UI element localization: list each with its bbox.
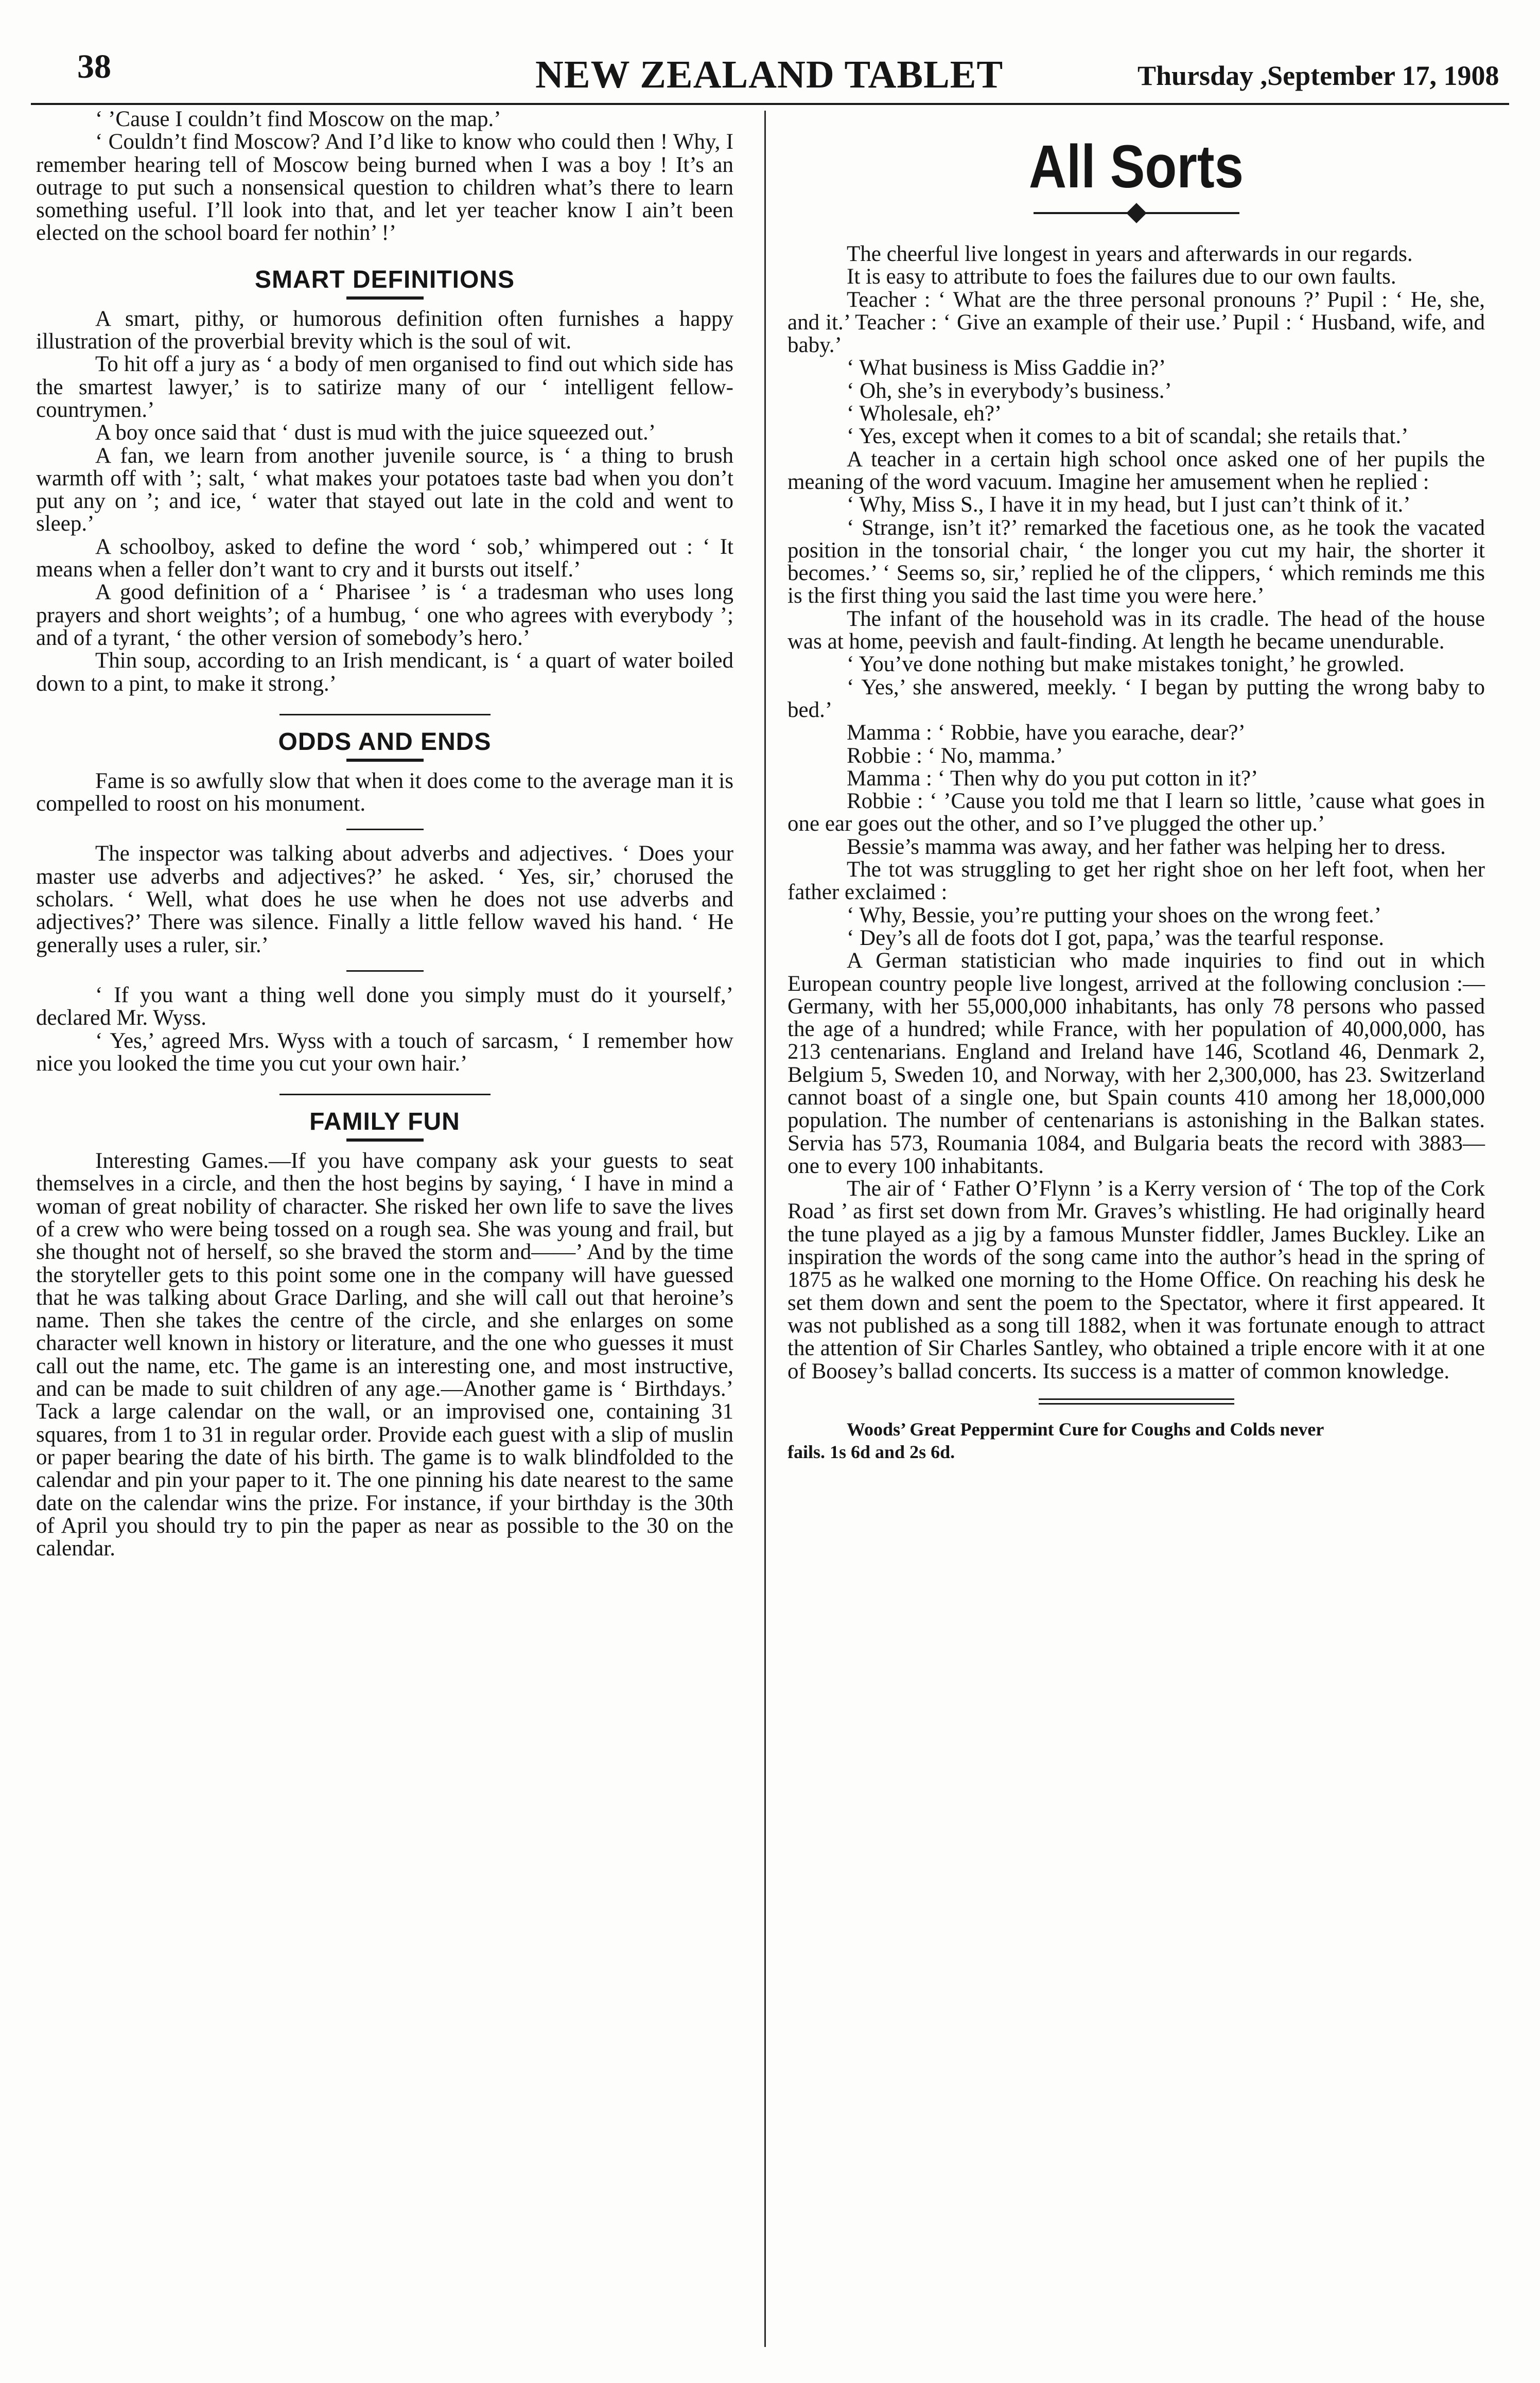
article-paragraph: Mamma : ‘ Robbie, have you earache, dear?’ [847, 721, 1246, 745]
article-paragraph: To hit off a jury as ‘ a body of men organised to find out which side has the smartest lawyer,’ is to satirize many of our ‘ intelligent fellow-countrymen.’ [36, 352, 733, 422]
ornamental-rule [1034, 204, 1239, 222]
item-divider [346, 970, 424, 972]
advertisement-divider [1039, 1398, 1234, 1405]
publication-title: NEW ZEALAND TABLET [535, 53, 1004, 96]
left-column [36, 108, 733, 1560]
article-paragraph: A teacher in a certain high school once asked one of her pupils the meaning of the word vacuum. Imagine her amusement when he replied : [787, 447, 1485, 494]
issue-date: Thursday ,September 17, 1908 [1137, 60, 1499, 91]
article-paragraph: The tot was struggling to get her right shoe on her left foot, when her father exclaimed : [787, 857, 1485, 905]
advertisement-line: Woods’ Great Peppermint Cure for Coughs and Colds never [847, 1418, 1324, 1440]
article-paragraph: ‘ Strange, isn’t it?’ remarked the facetious one, as he took the vacated position in the tonsorial chair, ‘ the longer you cut my hair, the shorter it becomes.’ ‘ Seems so, sir,’ replied he of the clippers, ‘ which reminds me this is the first thing you said the last time you were here.’ [787, 515, 1485, 608]
article-paragraph: Robbie : ‘ ’Cause you told me that I learn so little, ’cause what goes in one ear goes out the other, and so I’ve plugged the other up.’ [787, 789, 1485, 836]
advertisement-line: fails. 1s 6d and 2s 6d. [787, 1441, 955, 1462]
diamond-ornament-icon [1126, 203, 1147, 223]
opening-paragraph: ‘ ’Cause I couldn’t find Moscow on the map.’ [95, 107, 501, 131]
article-paragraph: A smart, pithy, or humorous definition often furnishes a happy illustration of the proverbial brevity which is the soul of wit. [36, 306, 733, 354]
section-heading-smart-definitions: SMART DEFINITIONS [255, 266, 515, 293]
section-heading-all-sorts: All Sorts [1028, 133, 1244, 201]
section-divider [279, 1094, 491, 1095]
article-paragraph: ‘ Yes, except when it comes to a bit of scandal; she retails that.’ [847, 424, 1409, 449]
advertisement [787, 1418, 1485, 1463]
article-paragraph: Fame is so awfully slow that when it does come to the average man it is compelled to roost on his monument. [36, 768, 733, 816]
opening-paragraph: ‘ Couldn’t find Moscow? And I’d like to know who could then ! Why, I remember hearing tell of Moscow being burned when I was a boy ! It’s an outrage to put such a nonsensical question to children what’s there to learn something useful. I’ll look into that, and let yer teacher know I ain’t been elected on the school board fer nothin’ !’ [36, 130, 733, 246]
article-paragraph: ‘ You’ve done nothing but make mistakes tonight,’ he growled. [847, 652, 1405, 677]
section-heading-odds-and-ends: ODDS AND ENDS [278, 728, 492, 756]
item-divider [346, 829, 424, 830]
section-divider [279, 714, 491, 715]
article-paragraph: ‘ Why, Bessie, you’re putting your shoes on the wrong feet.’ [847, 903, 1381, 927]
article-paragraph: ‘ Dey’s all de foots dot I got, papa,’ was the tearful response. [847, 925, 1385, 950]
article-paragraph: ‘ If you want a thing well done you simply must do it yourself,’ declared Mr. Wyss. [36, 983, 733, 1030]
article-paragraph: ‘ Wholesale, eh?’ [847, 401, 1002, 426]
article-paragraph: Interesting Games.—If you have company ask your guests to seat themselves in a circle, and then the host begins by saying, ‘ I have in mind a woman of great nobility of character. She risked her own life to save the lives of a crew who were being tossed on a rough sea. She was young and frail, but she thought not of herself, so she braved the storm and——’ And by the time the storyteller gets to this point some one in the company will have guessed that he was talking about Grace Darling, and she will call out that heroine’s name. Then she takes the centre of the circle, and she enlarges on some character well known in history or literature, and the one who guesses it must call out the name, etc. The game is an interesting one, and most instructive, and can be made to suit children of any age.—Another game is ‘ Birthdays.’ Tack a large calendar on the wall, or an improvised one, containing 31 squares, from 1 to 31 in regular order. Provide each guest with a slip of muslin or paper bearing the date of his birth. The game is to walk blindfolded to the calendar and pin your paper to it. The one pinning his date nearest to the same date on the calendar wins the prize. For instance, if your birthday is the 30th of April you should try to pin the paper as near as possible to the 30 on the calendar. [36, 1149, 733, 1561]
article-paragraph: The infant of the household was in its cradle. The head of the house was at home, peevish and fault-finding. At length he became unendurable. [787, 606, 1485, 654]
article-paragraph: Teacher : ‘ What are the three personal pronouns ?’ Pupil : ‘ He, she, and it.’ Teacher : ‘ Give an example of their use.’ Pupil : ‘ Husband, wife, and baby.’ [787, 287, 1485, 358]
article-paragraph: The cheerful live longest in years and afterwards in our regards. [847, 242, 1413, 266]
right-column [787, 108, 1485, 1463]
article-paragraph: ‘ Oh, she’s in everybody’s business.’ [847, 378, 1172, 403]
article-paragraph: The inspector was talking about adverbs and adjectives. ‘ Does your master use adverbs and adjectives?’ he asked. ‘ Yes, sir,’ chorused the scholars. ‘ Well, what does he use when he does not use adverbs and adjectives?’ There was silence. Finally a little fellow waved his hand. ‘ He generally uses a ruler, sir.’ [36, 842, 733, 957]
article-paragraph: Mamma : ‘ Then why do you put cotton in it?’ [847, 766, 1258, 791]
heading-rule [346, 296, 424, 300]
article-paragraph: The air of ‘ Father O’Flynn ’ is a Kerry version of ‘ The top of the Cork Road ’ as first set down from Mr. Graves’s whistling. He had originally heard the tune played as a jig by a famous Munster fiddler, James Buckley. Like an inspiration the words of the song came into the author’s head in the spring of 1875 as he walked one morning to the Home Office. On reaching his desk he set them down and sent the poem to the Spectator, where it first appeared. It was not published as a song till 1882, when it was fortunate enough to attract the attention of Sir Charles Santley, who obtained a triple encore with it at one of Boosey’s ballad concerts. Its success is a matter of common knowledge. [787, 1177, 1485, 1383]
section-heading-family-fun: FAMILY FUN [309, 1108, 460, 1136]
article-paragraph: It is easy to attribute to foes the failures due to our own faults. [847, 265, 1396, 289]
article-paragraph: Thin soup, according to an Irish mendicant, is ‘ a quart of water boiled down to a pint, to make it strong.’ [36, 649, 733, 696]
page-number: 38 [77, 48, 111, 85]
article-paragraph: ‘ Yes,’ agreed Mrs. Wyss with a touch of sarcasm, ‘ I remember how nice you looked the time you cut your own hair.’ [36, 1028, 733, 1076]
article-paragraph: A schoolboy, asked to define the word ‘ sob,’ whimpered out : ‘ It means when a feller don’t want to cry and it bursts out itself.’ [36, 534, 733, 582]
article-paragraph: A fan, we learn from another juvenile source, is ‘ a thing to brush warmth off with ’; salt, ‘ what makes your potatoes taste bad when you don’t put any on ’; and ice, ‘ water that stayed out late in the cold and went to sleep.’ [36, 443, 733, 536]
article-paragraph: A good definition of a ‘ Pharisee ’ is ‘ a tradesman who uses long prayers and short weights’; of a humbug, ‘ one who agrees with everybody ’; and of a tyrant, ‘ the other version of somebody’s hero.’ [36, 580, 733, 650]
heading-rule [346, 1138, 424, 1142]
page-header [31, 31, 1509, 105]
article-paragraph: A boy once said that ‘ dust is mud with the juice squeezed out.’ [95, 420, 656, 445]
article-paragraph: ‘ Why, Miss S., I have it in my head, but I just can’t think of it.’ [847, 493, 1411, 517]
article-paragraph: ‘ Yes,’ she answered, meekly. ‘ I began by putting the wrong baby to bed.’ [787, 675, 1485, 722]
heading-rule [346, 759, 424, 762]
article-paragraph: A German statistician who made inquiries to find out in which European country people live longest, arrived at the following conclusion :—Germany, with her 55,000,000 inhabitants, has only 78 persons who passed the age of a hundred; while France, with her population of 40,000,000, has 213 centenarians. England and Ireland have 146, Scotland 46, Denmark 2, Belgium 5, Sweden 10, and Norway, with her 2,300,000, has 23. Switzerland cannot boast of a single one, but Spain counts 410 among her 18,000,000 population. The number of centenarians is astonishing in the Balkan states. Servia has 573, Roumania 1084, and Bulgaria beats the record with 3883—one to every 100 inhabitants. [787, 949, 1485, 1178]
article-paragraph: Bessie’s mamma was away, and her father was helping her to dress. [847, 834, 1446, 859]
column-divider [764, 111, 766, 2347]
article-paragraph: ‘ What business is Miss Gaddie in?’ [847, 356, 1166, 380]
article-paragraph: Robbie : ‘ No, mamma.’ [847, 743, 1063, 768]
